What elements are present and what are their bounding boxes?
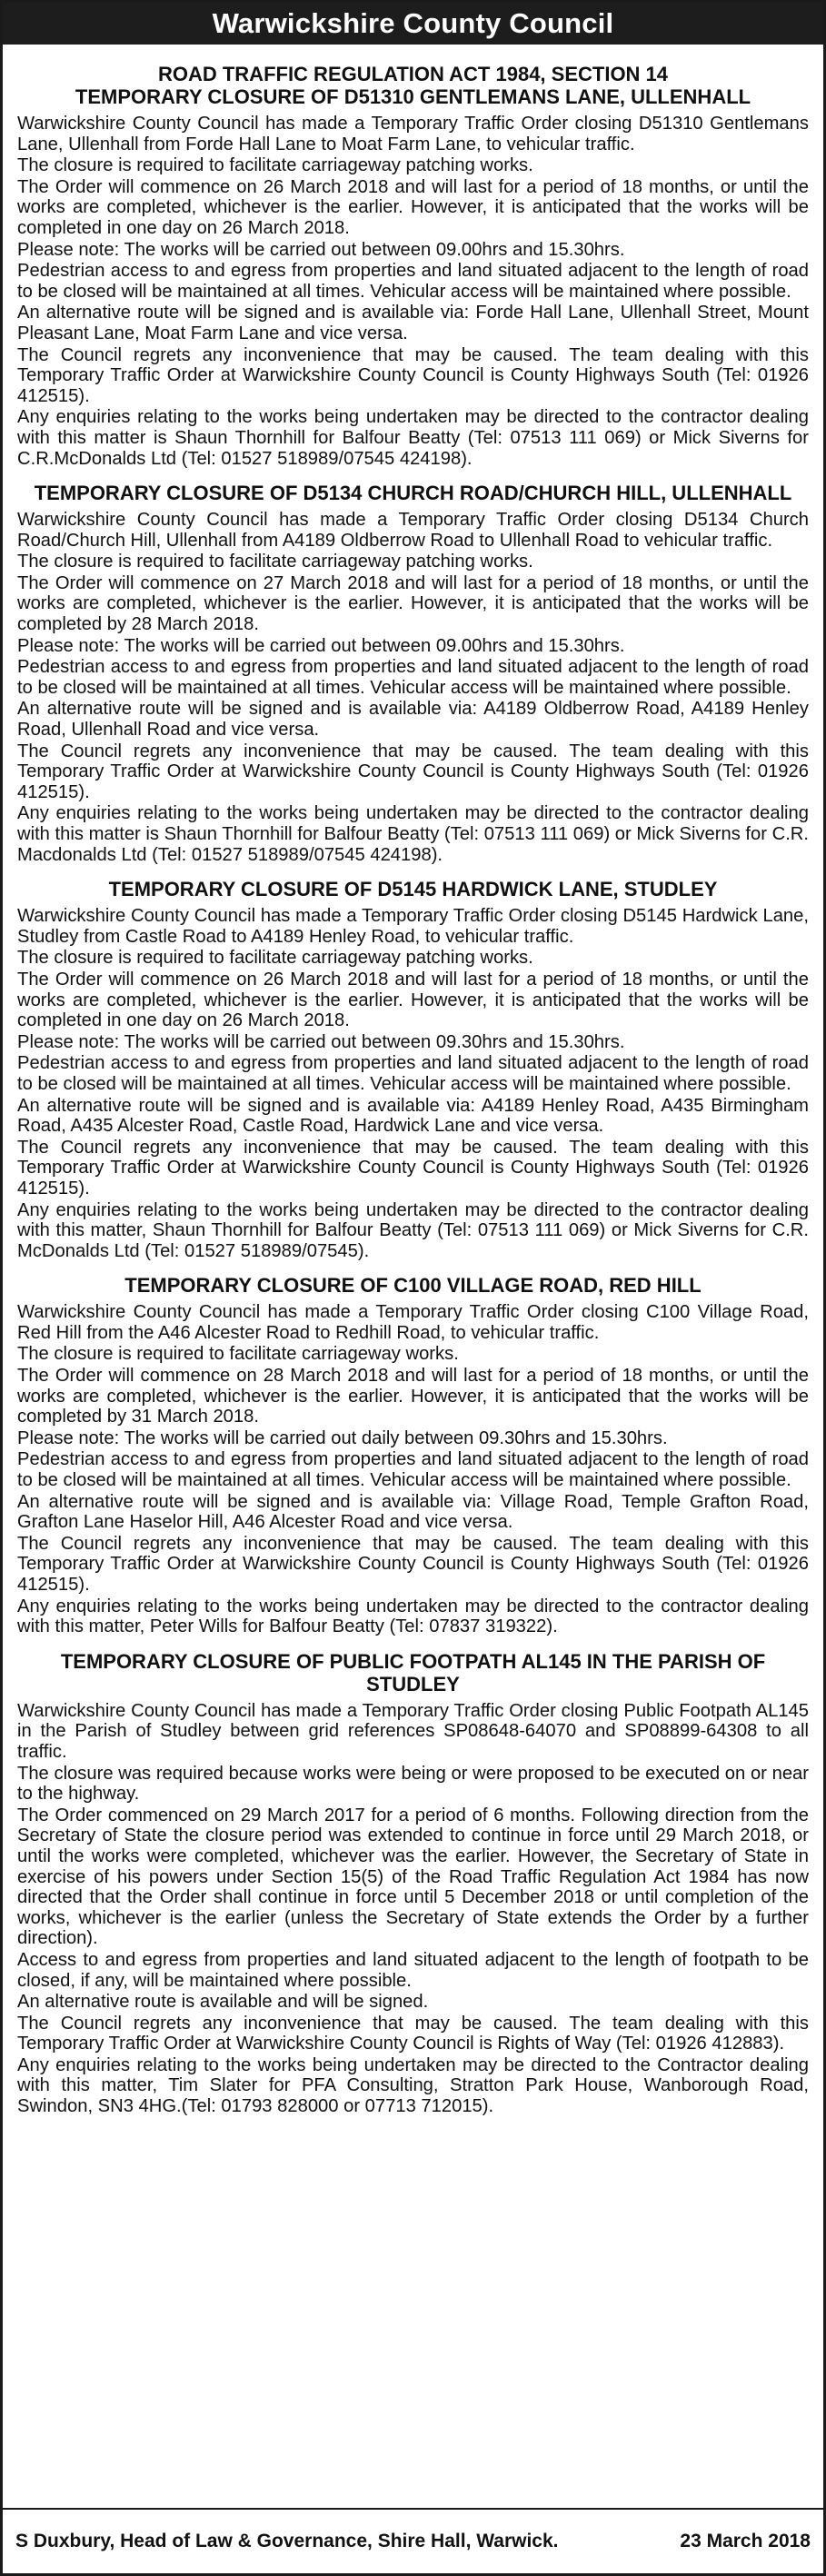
notice-section-gentlemans-lane [17,63,809,469]
notice-section-hardwick-lane [17,878,809,1261]
paragraph: Pedestrian access to and egress from properties and land situated adjacent to the length of road to be closed will be maintained at all times. Vehicular access will be maintained where possible. [17,1449,809,1491]
paragraph: Warwickshire County Council has made a Temporary Traffic Order closing D5134 Church Road/Church Hill, Ullenhall from A4189 Oldberrow Road to Ullenhall Road to vehicular traffic. [17,510,809,551]
paragraph: Pedestrian access to and egress from properties and land situated adjacent to the length of road to be closed will be maintained at all times. Vehicular access will be maintained where possible. [17,1053,809,1094]
notice-date: 23 March 2018 [680,2531,811,2551]
paragraph: Warwickshire County Council has made a Temporary Traffic Order closing D51310 Gentlemans Lane, Ullenhall from Forde Hall Lane to Moat Farm Lane, to vehicular traffic. [17,114,809,154]
paragraph: Warwickshire County Council has made a Temporary Traffic Order closing Public Footpath AL145 in the Parish of Studley between grid references SP08648-64070 and SP08899-64308 to all traffic. [17,1700,809,1762]
paragraph: The closure is required to facilitate carriageway patching works. [17,948,533,969]
paragraph: The closure is required to facilitate carriageway works. [17,1344,459,1365]
paragraph: The Council regrets any inconvenience that may be caused. The team dealing with this Temporary Traffic Order at Warwickshire County Council is County Highways South (Tel: 01926 412515). [17,1533,809,1595]
paragraph: Please note: The works will be carried out between 09.00hrs and 15.30hrs. [17,635,625,656]
notice-footer [3,2508,823,2573]
paragraph: The closure is required to facilitate carriageway patching works. [17,552,533,572]
paragraph: The Council regrets any inconvenience that may be caused. The team dealing with this Temporary Traffic Order at Warwickshire County Council is County Highways South (Tel: 01926 412515). [17,1137,809,1198]
council-banner: Warwickshire County Council [3,3,823,45]
notice-section-footpath-al145 [17,1650,809,2117]
section-heading: ROAD TRAFFIC REGULATION ACT 1984, SECTION 14 TEMPORARY CLOSURE OF D51310 GENTLEMANS LANE, ULLENHALL [75,63,751,108]
paragraph: The Order will commence on 26 March 2018 and will last for a period of 18 months, or until the works are completed, whichever is the earlier. However, it is anticipated that the works will be completed in one day on 26 March 2018. [17,176,809,238]
paragraph: The closure was required because works were being or were proposed to be executed on or near to the highway. [17,1763,809,1805]
section-heading: TEMPORARY CLOSURE OF D5134 CHURCH ROAD/CHURCH HILL, ULLENHALL [34,482,792,505]
paragraph: The closure is required to facilitate carriageway patching works. [17,155,533,176]
paragraph: Any enquiries relating to the works being undertaken may be directed to the contractor dealing with this matter, Shaun Thornhill for Balfour Beatty (Tel: 07513 111 069) or Mick Siverns for C.R. McDonalds Ltd (Tel: 01527 518989/07545). [17,1199,809,1261]
paragraph: Any enquiries relating to the works being undertaken may be directed to the contractor dealing with this matter is Shaun Thornhill for Balfour Beatty (Tel: 07513 111 069) or Mick Siverns for C.R. Macdonalds Ltd (Tel: 01527 518989/07545 424198). [17,803,809,865]
notice-section-church-road [17,482,809,865]
paragraph: An alternative route will be signed and is available via: Forde Hall Lane, Ullenhall Street, Mount Pleasant Lane, Moat Farm Lane and vice versa. [17,303,809,343]
paragraph: The Council regrets any inconvenience that may be caused. The team dealing with this Temporary Traffic Order at Warwickshire County Council is Rights of Way (Tel: 01926 412883). [17,2013,809,2054]
paragraph: Pedestrian access to and egress from properties and land situated adjacent to the length of road to be closed will be maintained at all times. Vehicular access will be maintained where possible. [17,657,809,698]
paragraph: Any enquiries relating to the works being undertaken may be directed to the contractor dealing with this matter, Peter Wills for Balfour Beatty (Tel: 07837 319322). [17,1596,809,1637]
notice-body [3,45,823,2506]
paragraph: An alternative route will be signed and is available via: A4189 Henley Road, A435 Birmingham Road, A435 Alcester Road, Castle Road, Hardwick Lane and vice versa. [17,1095,809,1137]
paragraph: Warwickshire County Council has made a Temporary Traffic Order closing D5145 Hardwick Lane, Studley from Castle Road to A4189 Henley Road, to vehicular traffic. [17,906,809,947]
paragraph: Warwickshire County Council has made a Temporary Traffic Order closing C100 Village Road, Red Hill from the A46 Alcester Road to Redhill Road, to vehicular traffic. [17,1302,809,1343]
paragraph: The Council regrets any inconvenience that may be caused. The team dealing with this Temporary Traffic Order at Warwickshire County Council is County Highways South (Tel: 01926 412515). [17,344,809,406]
paragraph: The Order will commence on 26 March 2018 and will last for a period of 18 months, or until the works are completed, whichever is the earlier. However, it is anticipated that the works will be completed in one day on 26 March 2018. [17,969,809,1031]
section-heading: TEMPORARY CLOSURE OF C100 VILLAGE ROAD, RED HILL [124,1274,702,1298]
section-heading: TEMPORARY CLOSURE OF D5145 HARDWICK LANE, STUDLEY [108,878,718,901]
paragraph: Any enquiries relating to the works being undertaken may be directed to the contractor dealing with this matter is Shaun Thornhill for Balfour Beatty (Tel: 07513 111 069) or Mick Siverns for C.R.McDonalds Ltd (Tel: 01527 518989/07545 424198). [17,407,809,469]
paragraph: An alternative route will be signed and is available via: A4189 Oldberrow Road, A4189 Henley Road, Ullenhall Road and vice versa. [17,699,809,741]
signatory: S Duxbury, Head of Law & Governance, Shire Hall, Warwick. [15,2531,559,2551]
paragraph: Please note: The works will be carried out between 09.30hrs and 15.30hrs. [17,1031,625,1052]
paragraph: The Order will commence on 27 March 2018 and will last for a period of 18 months, or until the works are completed, whichever is the earlier. However, it is anticipated that the works will be completed by 28 March 2018. [17,572,809,635]
paragraph: Any enquiries relating to the works being undertaken may be directed to the Contractor dealing with this matter, Tim Slater for PFA Consulting, Stratton Park House, Wanborough Road, Swindon, SN3 4HG.(Tel: 01793 828000 or 07713 712015). [17,2054,809,2117]
paragraph: Please note: The works will be carried out daily between 09.30hrs and 15.30hrs. [17,1427,668,1448]
paragraph: An alternative route will be signed and is available via: Village Road, Temple Grafton Road, Grafton Lane Haselor Hill, A46 Alcester Road and vice versa. [17,1491,809,1533]
section-heading: TEMPORARY CLOSURE OF PUBLIC FOOTPATH AL145 IN THE PARISH OF STUDLEY [60,1649,766,1696]
paragraph: The Order will commence on 28 March 2018 and will last for a period of 18 months, or until the works are completed, whichever is the earlier. However, it is anticipated that the works will be completed by 31 March 2018. [17,1366,809,1427]
paragraph: The Council regrets any inconvenience that may be caused. The team dealing with this Temporary Traffic Order at Warwickshire County Council is County Highways South (Tel: 01926 412515). [17,741,809,802]
paragraph: Access to and egress from properties and land situated adjacent to the length of footpath to be closed, if any, will be maintained where possible. [17,1949,809,1991]
paragraph: Please note: The works will be carried out between 09.00hrs and 15.30hrs. [17,239,625,260]
paragraph: An alternative route is available and will be signed. [17,1992,429,2013]
notice-section-village-road [17,1274,809,1637]
paragraph: Pedestrian access to and egress from properties and land situated adjacent to the length of road to be closed will be maintained at all times. Vehicular access will be maintained where possible. [17,261,809,302]
paragraph: The Order commenced on 29 March 2017 for a period of 6 months. Following direction from the Secretary of State the closure period was extended to continue in force until 29 March 2018, or until the works were completed, whichever was the earlier. However, the Secretary of State in exercise of his powers under Section 15(5) of the Road Traffic Regulation Act 1984 has now directed that the Order shall continue in force until 5 December 2018 or until completion of the works, whichever is the earlier (unless the Secretary of State extends the Order by a further direction). [17,1805,809,1949]
